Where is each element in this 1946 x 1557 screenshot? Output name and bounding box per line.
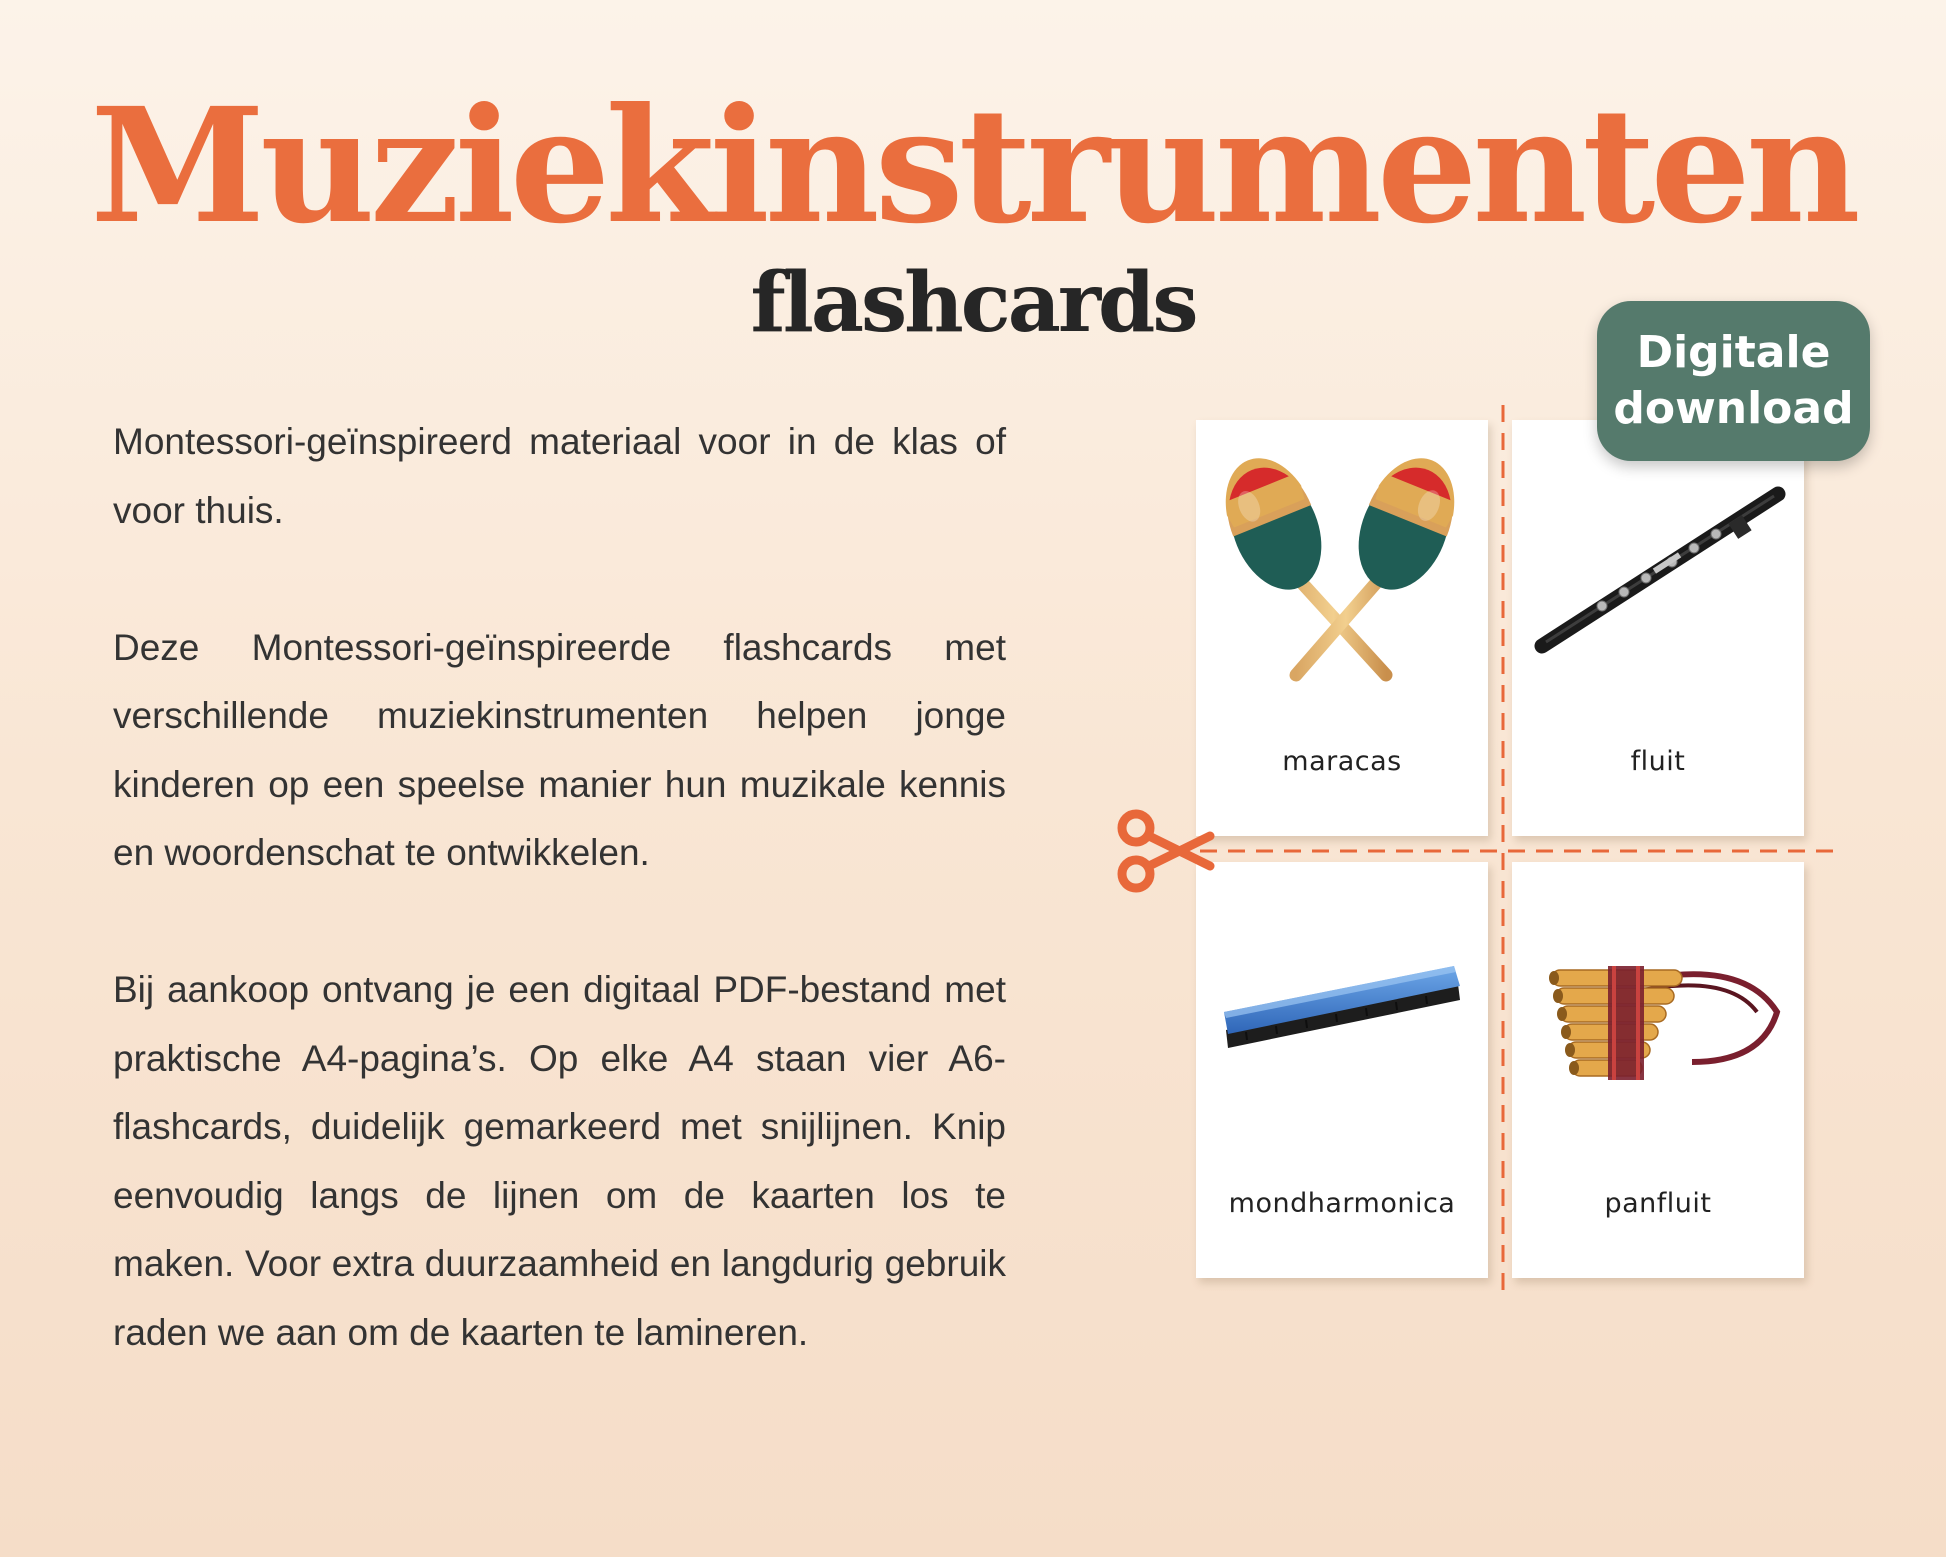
flashcard-maracas <box>1196 420 1488 836</box>
flashcard-mondharmonica <box>1196 862 1488 1278</box>
panflute-icon <box>1512 862 1804 1172</box>
badge-line-2: download <box>1613 383 1854 434</box>
description-paragraph-1: Montessori-geïnspireerd materiaal voor in de klas of voor thuis. <box>113 421 1006 531</box>
card-label-panfluit: panfluit <box>1604 1188 1712 1219</box>
description-paragraph-2: Deze Montessori-geïnspireerde flashcards met verschillende muziekinstrumenten helpen jonge kinderen op een speelse manier hun muzikale kennis en woordenschat te ontwikkelen. <box>113 626 1006 873</box>
page-subtitle: flashcards <box>750 255 1196 351</box>
description-paragraph-3: Bij aankoop ontvang je een digitaal PDF-bestand met praktische A4-pagina’s. Op elke A4 staan vier A6-flashcards, duidelijk gemarkeerd met snijlijnen. Knip eenvoudig langs de lijnen om de kaarten los te maken. Voor extra duurzaamheid en langdurig gebruik raden we aan om de kaarten te lamineren. <box>113 969 1006 1353</box>
card-label-maracas: maracas <box>1282 746 1402 777</box>
flashcard-panfluit <box>1512 862 1804 1278</box>
harmonica-icon <box>1196 862 1488 1172</box>
page-title: Muziekinstrumenten <box>90 74 1856 259</box>
digital-download-badge <box>1597 301 1870 461</box>
flashcard-fluit <box>1512 420 1804 836</box>
card-label-mondharmonica: mondharmonica <box>1228 1188 1456 1219</box>
flute-icon <box>1512 420 1804 730</box>
maracas-icon <box>1196 420 1488 730</box>
badge-line-1: Digitale <box>1636 327 1831 378</box>
description <box>113 408 1006 1367</box>
card-label-fluit: fluit <box>1630 746 1686 777</box>
